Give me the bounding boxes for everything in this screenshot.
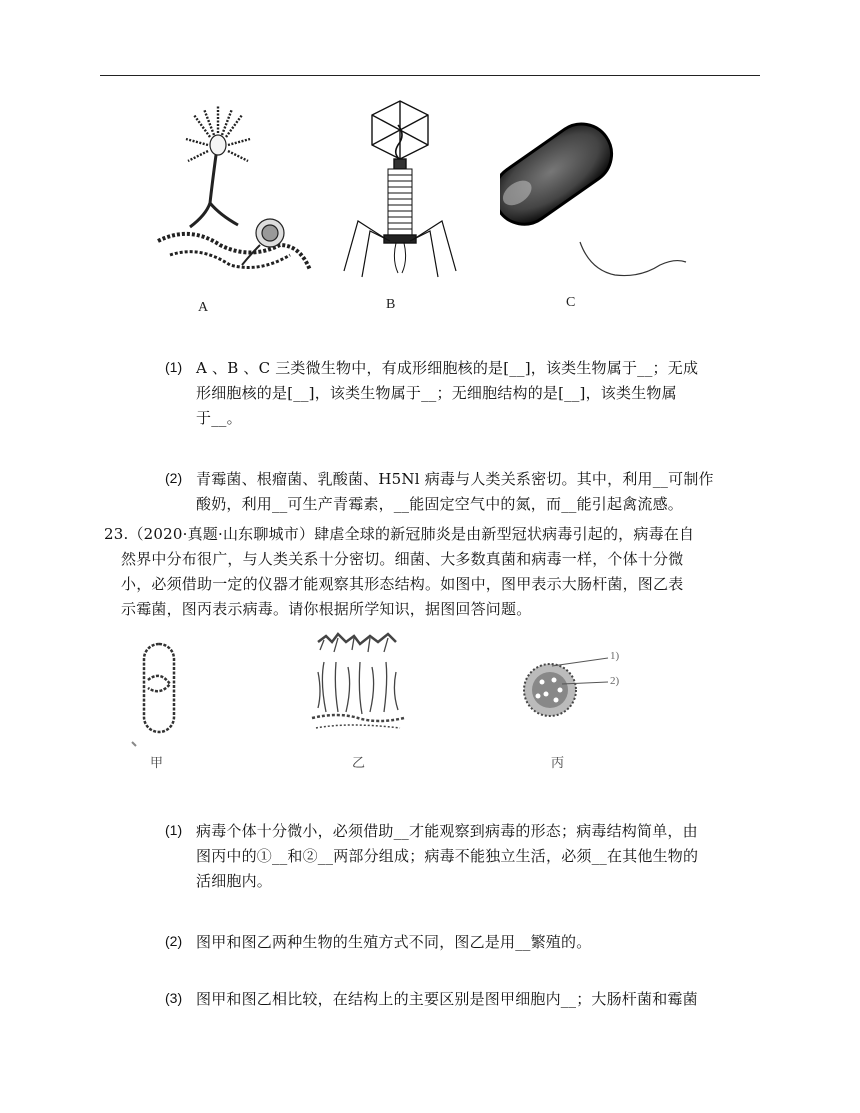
figure-label-c: C bbox=[566, 295, 576, 310]
mold-illustration bbox=[150, 95, 320, 285]
bacterium-illustration bbox=[500, 100, 690, 290]
bacteriophage-illustration bbox=[340, 95, 460, 285]
figure-label-b: B bbox=[386, 297, 396, 312]
q23-sub2-line1: 图甲和图乙两种生物的生殖方式不同，图乙是用__繁殖的。 bbox=[196, 933, 592, 951]
q23-sub1-line1: 病毒个体十分微小，必须借助__才能观察到病毒的形态；病毒结构简单，由 bbox=[196, 822, 698, 840]
q22-sub1-line3: 于__。 bbox=[196, 409, 242, 427]
q22-sub1-number: (1) bbox=[165, 359, 183, 375]
q23-stem-line3: 小，必须借助一定的仪器才能观察其形态结构。如图中，图甲表示大肠杆菌，图乙表 bbox=[121, 575, 684, 593]
q23-stem-line1: 23.（2020·真题·山东聊城市）肆虐全球的新冠肺炎是由新型冠状病毒引起的，病毒在自 bbox=[104, 525, 695, 543]
q22-sub2-line1: 青霉菌、根瘤菌、乳酸菌、H5Nl 病毒与人类关系密切。其中，利用__可制作 bbox=[196, 470, 714, 488]
q23-stem-line2: 然界中分布很广，与人类关系十分密切。细菌、大多数真菌和病毒一样，个体十分微 bbox=[121, 550, 684, 568]
mold-culture-illustration bbox=[308, 632, 408, 737]
q23-sub3-line1: 图甲和图乙相比较，在结构上的主要区别是图甲细胞内__；大肠杆菌和霉菌 bbox=[196, 990, 698, 1008]
virus-illustration bbox=[510, 650, 630, 730]
q22-sub2-line2: 酸奶，利用__可生产青霉素，__能固定空气中的氮，而__能引起禽流感。 bbox=[196, 495, 684, 513]
q23-sub2-number: (2) bbox=[165, 933, 183, 949]
virus-mark-2: 2) bbox=[610, 675, 620, 687]
q23-sub1-line3: 活细胞内。 bbox=[196, 872, 273, 890]
figure-label-a: A bbox=[198, 300, 209, 315]
q23-sub1-number: (1) bbox=[165, 822, 183, 838]
q22-sub1-line2: 形细胞核的是[__]，该类生物属于__；无细胞结构的是[__]，该类生物属 bbox=[196, 384, 677, 402]
figure-label-jia: 甲 bbox=[150, 755, 164, 770]
q23-sub1-line2: 图丙中的①__和②__两部分组成；病毒不能独立生活，必须__在其他生物的 bbox=[196, 847, 699, 865]
figure-label-bing: 丙 bbox=[551, 755, 565, 770]
e-coli-illustration bbox=[130, 640, 190, 750]
q23-sub3-number: (3) bbox=[165, 990, 183, 1006]
q22-sub1-line1: A 、B 、C 三类微生物中，有成形细胞核的是[__]，该类生物属于__；无成 bbox=[196, 359, 699, 377]
header-rule bbox=[100, 75, 760, 76]
figure-label-yi: 乙 bbox=[352, 755, 366, 770]
virus-mark-1: 1) bbox=[610, 650, 620, 662]
q23-stem-line4: 示霉菌，图丙表示病毒。请你根据所学知识，据图回答问题。 bbox=[121, 600, 532, 618]
q22-sub2-number: (2) bbox=[165, 470, 183, 486]
